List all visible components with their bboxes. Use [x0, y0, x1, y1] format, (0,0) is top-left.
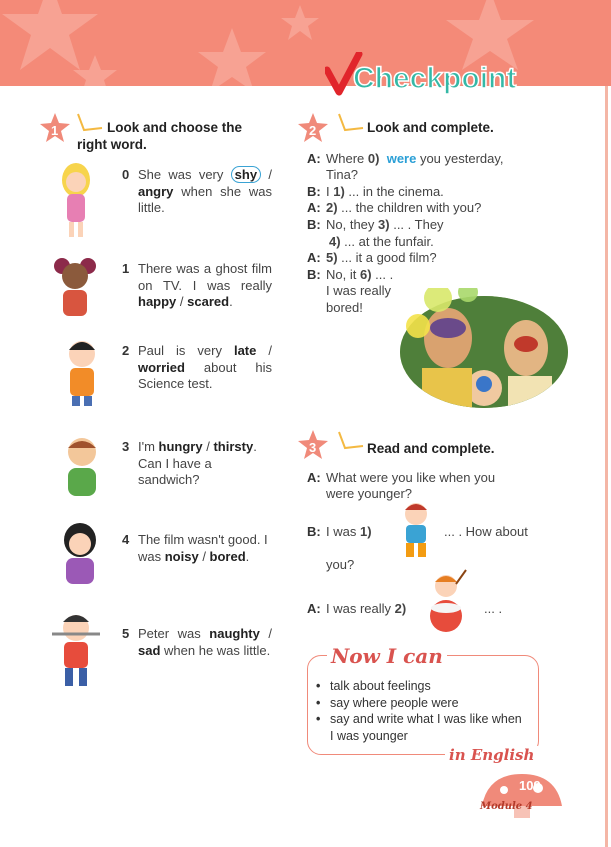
scared-girl-illustration — [50, 252, 100, 322]
option-thirsty[interactable]: thirsty — [213, 439, 254, 454]
children-photo — [398, 288, 570, 410]
pencil-icon — [335, 430, 365, 452]
option-noisy[interactable]: noisy — [164, 548, 199, 564]
item-5-text: Peter was naughty / sad when he was little. — [138, 626, 272, 658]
item-0-text: She was very shy / angry when she was little. — [138, 167, 272, 215]
dialogue-line-4: 4) ... at the funfair. — [329, 234, 434, 249]
dialogue-line-6: B: No, it 6) ... . — [307, 267, 394, 282]
item-4-number: 4 — [122, 532, 130, 547]
item-2-number: 2 — [122, 343, 130, 358]
item-3-number: 3 — [122, 439, 130, 454]
naughty-boy-illustration — [46, 608, 106, 694]
item-0-number: 0 — [122, 167, 130, 182]
dialogue-line-0: A: Where 0) were you yesterday, — [307, 151, 504, 166]
section-1-badge — [40, 113, 70, 143]
ex3-line-2: B: I was 1) ... . How about — [307, 524, 528, 539]
ex3-line-3: A: I was really 2) ... . — [307, 601, 503, 616]
in-english-label: in English — [445, 746, 538, 764]
now-i-can-list — [316, 678, 540, 744]
section-2-heading: Look and complete. — [367, 120, 494, 135]
list-item: • talk about feelings — [316, 678, 540, 695]
example-answer: were — [386, 151, 417, 166]
checkpoint-title: Checkpoint — [353, 62, 517, 95]
svg-text:3: 3 — [309, 440, 317, 455]
dialogue-line-6c: bored! — [326, 300, 363, 315]
module-label: Module 4 — [480, 801, 533, 812]
now-i-can-title: Now I can — [327, 644, 447, 668]
drummer-boy-illustration — [426, 568, 468, 638]
item-1-text: There was a ghost film on TV. I was really happy / scared. — [138, 261, 272, 309]
hungry-boy-illustration — [62, 432, 102, 500]
option-angry[interactable]: angry — [138, 183, 174, 199]
item-3-text: I'm hungry / thirsty. Can I have a sandwich? — [138, 439, 257, 487]
ex3-line-2b: you? — [326, 557, 355, 572]
dialogue-line-0b: Tina? — [326, 167, 359, 182]
item-5-number: 5 — [122, 626, 130, 641]
ex3-line-1b: were younger? — [326, 486, 412, 501]
bored-girl-illustration — [58, 520, 102, 586]
section-2-badge — [298, 113, 328, 143]
ex3-line-1: A: What were you like when you — [307, 470, 496, 485]
item-2-text: Paul is very late / worried about his Science test. — [138, 343, 272, 391]
list-item: • say and write what I was like when I was younger — [316, 711, 525, 744]
item-4-text: The film wasn't good. I was noisy / bored. — [138, 532, 268, 564]
happy-boy-illustration — [395, 500, 437, 560]
worried-boy-illustration — [62, 336, 102, 406]
svg-text:2: 2 — [309, 123, 317, 138]
option-scared[interactable]: scared — [187, 294, 230, 309]
option-late[interactable]: late — [233, 343, 257, 358]
option-happy[interactable]: happy — [138, 294, 177, 309]
dialogue-line-5: A: 5) ... it a good film? — [307, 250, 437, 265]
list-item: • say where people were — [316, 695, 540, 712]
option-hungry[interactable]: hungry — [158, 439, 203, 454]
checkpoint-logo — [325, 52, 555, 102]
option-bored[interactable]: bored — [209, 548, 246, 564]
girl-illustration — [56, 160, 96, 240]
option-worried[interactable]: worried — [138, 359, 185, 375]
pencil-icon — [335, 112, 365, 134]
option-sad[interactable]: sad — [138, 642, 161, 658]
page-number: 109 — [519, 778, 541, 793]
item-1-number: 1 — [122, 261, 130, 276]
svg-text:1: 1 — [51, 123, 59, 138]
section-3-badge — [298, 430, 328, 460]
dialogue-line-1: B: I 1) ... in the cinema. — [307, 184, 444, 199]
section-3-heading: Read and complete. — [367, 441, 495, 456]
dialogue-line-2: A: 2) ... the children with you? — [307, 200, 482, 215]
section-1-heading: Look and choose the right word. — [77, 120, 243, 152]
option-naughty[interactable]: naughty — [209, 626, 260, 641]
answer-shy[interactable]: shy — [231, 166, 261, 183]
dialogue-line-3: B: No, they 3) ... . They — [307, 217, 444, 232]
dialogue-line-6b: I was really — [326, 283, 392, 298]
